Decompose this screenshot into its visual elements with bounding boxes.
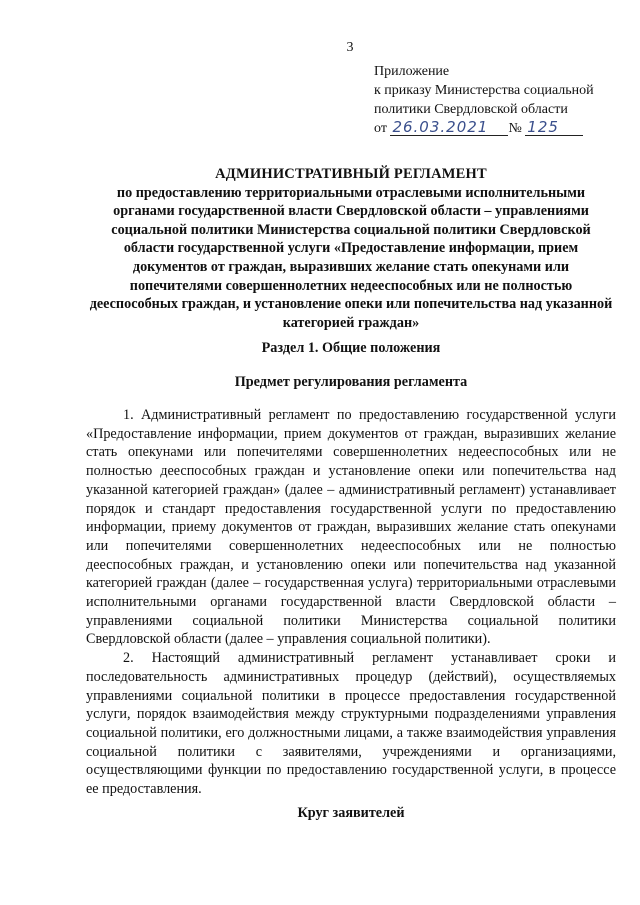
applicants-heading: Круг заявителей bbox=[297, 805, 405, 821]
page-number: 3 bbox=[346, 40, 354, 55]
paragraph-1: 1. Административный регламент по предоставлению государственной услуги «Предоставление информации, прием документов от граждан, выразивших желание стать опекунами или попечителями совершеннолетних недееспособных или не полностью дееспособных граждан и установление опеки или попечительства над указанной категорией граждан» (далее – административный регламент) устанавливает порядок и стандарт предоставления государственной услуги по предоставлению информации, приему документов от граждан, выразивших желание стать опекунами или попечителями совершеннолетних недееспособных или не полностью дееспособных граждан, и установлению опеки или попечительства над указанной категорией граждан (далее – государственная услуга) территориальными отраслевыми исполнительными органами государственной власти Свердловской области – управлениями социальной политики Министерства социальной политики Свердловской области (далее – управления социальной политики). bbox=[86, 407, 616, 648]
appendix-ministry-line: политики Свердловской области bbox=[374, 102, 568, 117]
document-title-block bbox=[86, 165, 616, 332]
appendix-date-line bbox=[374, 119, 624, 138]
document-title: АДМИНИСТРАТИВНЫЙ РЕГЛАМЕНТ bbox=[215, 166, 487, 182]
appendix-stamp bbox=[374, 62, 624, 138]
number-label: № bbox=[508, 121, 522, 136]
body-text bbox=[86, 406, 616, 799]
paragraph-2: 2. Настоящий административный регламент устанавливает сроки и последовательность административных процедур (действий), осуществляемых управлениями социальной политики в процессе предоставления государственной услуги, порядок взаимодействия между структурными подразделениями управления социальной политики, его должностными лицами, а также взаимодействия управления социальной политики с заявителями, учреждениями и организациями, осуществляющими функции по предоставлению государственной услуги, в процессе ее предоставления. bbox=[86, 650, 616, 798]
document-subtitle: по предоставлению территориальными отраслевыми исполнительными органами государственной власти Свердловской области – управлениями социальной политики Министерства социальной политики Свердловской области государственной услуги «Предоставление информации, прием документов от граждан, выразивших желание стать опекунами или попечителями совершеннолетних недееспособных или не полностью дееспособных граждан, и установление опеки или попечительства над указанной категорией граждан» bbox=[89, 184, 613, 331]
appendix-label: Приложение bbox=[374, 64, 450, 79]
handwritten-date: 26.03.2021 bbox=[390, 120, 508, 136]
from-label: от bbox=[374, 121, 387, 136]
subsection-heading: Предмет регулирования регламента bbox=[234, 374, 468, 390]
handwritten-number: 125 bbox=[525, 120, 583, 136]
section-heading: Раздел 1. Общие положения bbox=[261, 340, 441, 356]
appendix-order-line: к приказу Министерства социальной bbox=[374, 83, 594, 98]
